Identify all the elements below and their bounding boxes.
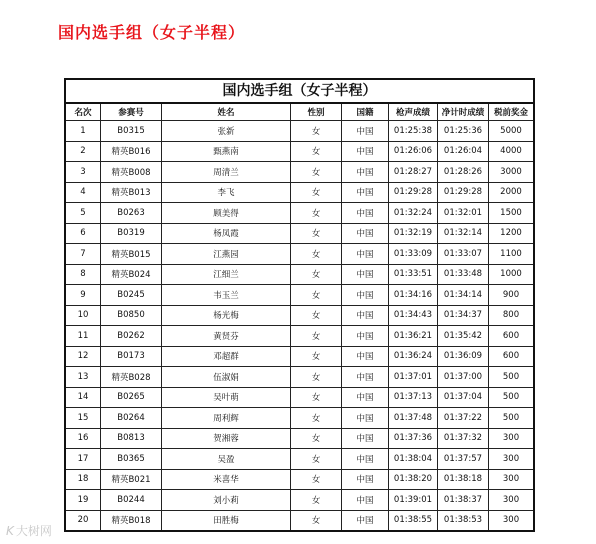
net-time-cell: 01:37:04 xyxy=(438,387,489,408)
column-header-net-time: 净计时成绩 xyxy=(438,103,489,121)
prize-cell: 3000 xyxy=(489,162,535,183)
nationality-cell: 中国 xyxy=(342,326,389,347)
gender-cell: 女 xyxy=(291,305,342,326)
nationality-cell: 中国 xyxy=(342,264,389,285)
table-row xyxy=(65,305,534,326)
gun-time-cell: 01:33:51 xyxy=(389,264,438,285)
nationality-cell: 中国 xyxy=(342,182,389,203)
rank-cell: 17 xyxy=(65,449,101,470)
gun-time-cell: 01:37:36 xyxy=(389,428,438,449)
nationality-cell: 中国 xyxy=(342,469,389,490)
name-cell: 伍淑娟 xyxy=(162,367,291,388)
rank-cell: 11 xyxy=(65,326,101,347)
table-row xyxy=(65,469,534,490)
gun-time-cell: 01:38:04 xyxy=(389,449,438,470)
rank-cell: 2 xyxy=(65,141,101,162)
prize-cell: 5000 xyxy=(489,121,535,142)
net-time-cell: 01:34:14 xyxy=(438,285,489,306)
net-time-cell: 01:32:01 xyxy=(438,203,489,224)
table-row xyxy=(65,121,534,142)
gun-time-cell: 01:26:06 xyxy=(389,141,438,162)
net-time-cell: 01:36:09 xyxy=(438,346,489,367)
page-heading: 国内选手组（女子半程） xyxy=(58,23,246,42)
prize-cell: 500 xyxy=(489,367,535,388)
bib-cell: B0263 xyxy=(101,203,162,224)
gun-time-cell: 01:28:27 xyxy=(389,162,438,183)
gender-cell: 女 xyxy=(291,203,342,224)
gender-cell: 女 xyxy=(291,326,342,347)
gender-cell: 女 xyxy=(291,490,342,511)
net-time-cell: 01:38:18 xyxy=(438,469,489,490)
nationality-cell: 中国 xyxy=(342,490,389,511)
bib-cell: B0244 xyxy=(101,490,162,511)
name-cell: 邓超群 xyxy=(162,346,291,367)
name-cell: 杨光梅 xyxy=(162,305,291,326)
gender-cell: 女 xyxy=(291,162,342,183)
gun-time-cell: 01:32:24 xyxy=(389,203,438,224)
bib-cell: 精英B028 xyxy=(101,367,162,388)
name-cell: 江燕园 xyxy=(162,244,291,265)
rank-cell: 16 xyxy=(65,428,101,449)
gun-time-cell: 01:39:01 xyxy=(389,490,438,511)
gender-cell: 女 xyxy=(291,346,342,367)
table-row xyxy=(65,141,534,162)
nationality-cell: 中国 xyxy=(342,367,389,388)
gender-cell: 女 xyxy=(291,182,342,203)
gun-time-cell: 01:38:55 xyxy=(389,510,438,531)
nationality-cell: 中国 xyxy=(342,408,389,429)
prize-cell: 600 xyxy=(489,346,535,367)
name-cell: 周利辉 xyxy=(162,408,291,429)
prize-cell: 1000 xyxy=(489,264,535,285)
column-header-bib: 参赛号 xyxy=(101,103,162,121)
name-cell: 韦玉兰 xyxy=(162,285,291,306)
nationality-cell: 中国 xyxy=(342,305,389,326)
bib-cell: B0262 xyxy=(101,326,162,347)
prize-cell: 500 xyxy=(489,387,535,408)
net-time-cell: 01:33:07 xyxy=(438,244,489,265)
prize-cell: 2000 xyxy=(489,182,535,203)
rank-cell: 10 xyxy=(65,305,101,326)
table-row xyxy=(65,490,534,511)
nationality-cell: 中国 xyxy=(342,449,389,470)
net-time-cell: 01:37:22 xyxy=(438,408,489,429)
nationality-cell: 中国 xyxy=(342,244,389,265)
net-time-cell: 01:37:00 xyxy=(438,367,489,388)
watermark-text: 大树网 xyxy=(15,524,52,538)
table-row xyxy=(65,264,534,285)
net-time-cell: 01:34:37 xyxy=(438,305,489,326)
bib-cell: B0365 xyxy=(101,449,162,470)
prize-cell: 300 xyxy=(489,428,535,449)
net-time-cell: 01:26:04 xyxy=(438,141,489,162)
rank-cell: 15 xyxy=(65,408,101,429)
gender-cell: 女 xyxy=(291,387,342,408)
column-header-nationality: 国籍 xyxy=(342,103,389,121)
results-table xyxy=(64,78,535,532)
table-row xyxy=(65,387,534,408)
rank-cell: 19 xyxy=(65,490,101,511)
gender-cell: 女 xyxy=(291,244,342,265)
gun-time-cell: 01:29:28 xyxy=(389,182,438,203)
rank-cell: 20 xyxy=(65,510,101,531)
table-row xyxy=(65,203,534,224)
nationality-cell: 中国 xyxy=(342,428,389,449)
name-cell: 黄贤芬 xyxy=(162,326,291,347)
prize-cell: 1200 xyxy=(489,223,535,244)
net-time-cell: 01:38:37 xyxy=(438,490,489,511)
gun-time-cell: 01:34:16 xyxy=(389,285,438,306)
net-time-cell: 01:32:14 xyxy=(438,223,489,244)
gun-time-cell: 01:32:19 xyxy=(389,223,438,244)
name-cell: 贺湘蓉 xyxy=(162,428,291,449)
gun-time-cell: 01:33:09 xyxy=(389,244,438,265)
prize-cell: 300 xyxy=(489,490,535,511)
gender-cell: 女 xyxy=(291,223,342,244)
prize-cell: 1500 xyxy=(489,203,535,224)
nationality-cell: 中国 xyxy=(342,346,389,367)
table-row xyxy=(65,408,534,429)
gun-time-cell: 01:25:38 xyxy=(389,121,438,142)
rank-cell: 1 xyxy=(65,121,101,142)
rank-cell: 7 xyxy=(65,244,101,265)
gun-time-cell: 01:37:01 xyxy=(389,367,438,388)
bib-cell: 精英B021 xyxy=(101,469,162,490)
nationality-cell: 中国 xyxy=(342,387,389,408)
nationality-cell: 中国 xyxy=(342,510,389,531)
bib-cell: B0813 xyxy=(101,428,162,449)
prize-cell: 4000 xyxy=(489,141,535,162)
table-row xyxy=(65,223,534,244)
name-cell: 顾美得 xyxy=(162,203,291,224)
table-body xyxy=(65,121,534,532)
name-cell: 吴叶萌 xyxy=(162,387,291,408)
rank-cell: 9 xyxy=(65,285,101,306)
net-time-cell: 01:37:57 xyxy=(438,449,489,470)
gender-cell: 女 xyxy=(291,121,342,142)
rank-cell: 18 xyxy=(65,469,101,490)
table-row xyxy=(65,326,534,347)
prize-cell: 300 xyxy=(489,510,535,531)
table-row xyxy=(65,162,534,183)
table-row xyxy=(65,244,534,265)
net-time-cell: 01:38:53 xyxy=(438,510,489,531)
prize-cell: 900 xyxy=(489,285,535,306)
bib-cell: B0264 xyxy=(101,408,162,429)
name-cell: 李飞 xyxy=(162,182,291,203)
table-header-row xyxy=(65,103,534,121)
watermark xyxy=(6,522,52,539)
nationality-cell: 中国 xyxy=(342,141,389,162)
table-title: 国内选手组（女子半程） xyxy=(64,78,535,102)
gender-cell: 女 xyxy=(291,264,342,285)
bib-cell: B0265 xyxy=(101,387,162,408)
gender-cell: 女 xyxy=(291,469,342,490)
bib-cell: B0850 xyxy=(101,305,162,326)
prize-cell: 300 xyxy=(489,469,535,490)
nationality-cell: 中国 xyxy=(342,285,389,306)
name-cell: 米喜华 xyxy=(162,469,291,490)
rank-cell: 12 xyxy=(65,346,101,367)
name-cell: 江细兰 xyxy=(162,264,291,285)
prize-cell: 1100 xyxy=(489,244,535,265)
gender-cell: 女 xyxy=(291,141,342,162)
rank-cell: 5 xyxy=(65,203,101,224)
table-row xyxy=(65,428,534,449)
nationality-cell: 中国 xyxy=(342,223,389,244)
nationality-cell: 中国 xyxy=(342,162,389,183)
gun-time-cell: 01:38:20 xyxy=(389,469,438,490)
gun-time-cell: 01:34:43 xyxy=(389,305,438,326)
gender-cell: 女 xyxy=(291,510,342,531)
column-header-rank: 名次 xyxy=(65,103,101,121)
bib-cell: 精英B024 xyxy=(101,264,162,285)
bib-cell: 精英B018 xyxy=(101,510,162,531)
gender-cell: 女 xyxy=(291,428,342,449)
rank-cell: 4 xyxy=(65,182,101,203)
rank-cell: 13 xyxy=(65,367,101,388)
name-cell: 周清兰 xyxy=(162,162,291,183)
net-time-cell: 01:29:28 xyxy=(438,182,489,203)
gender-cell: 女 xyxy=(291,449,342,470)
name-cell: 刘小莉 xyxy=(162,490,291,511)
bib-cell: B0245 xyxy=(101,285,162,306)
table-row xyxy=(65,182,534,203)
gender-cell: 女 xyxy=(291,285,342,306)
gender-cell: 女 xyxy=(291,367,342,388)
gun-time-cell: 01:37:13 xyxy=(389,387,438,408)
name-cell: 田胜梅 xyxy=(162,510,291,531)
nationality-cell: 中国 xyxy=(342,203,389,224)
column-header-gender: 性别 xyxy=(291,103,342,121)
table-row xyxy=(65,510,534,531)
net-time-cell: 01:25:36 xyxy=(438,121,489,142)
table-row xyxy=(65,346,534,367)
nationality-cell: 中国 xyxy=(342,121,389,142)
watermark-logo: K xyxy=(6,524,14,538)
prize-cell: 600 xyxy=(489,326,535,347)
rank-cell: 3 xyxy=(65,162,101,183)
prize-cell: 500 xyxy=(489,408,535,429)
name-cell: 杨凤霞 xyxy=(162,223,291,244)
gun-time-cell: 01:37:48 xyxy=(389,408,438,429)
table-row xyxy=(65,367,534,388)
name-cell: 甄燕南 xyxy=(162,141,291,162)
table-row xyxy=(65,449,534,470)
bib-cell: 精英B013 xyxy=(101,182,162,203)
table-row xyxy=(65,285,534,306)
name-cell: 吴盈 xyxy=(162,449,291,470)
bib-cell: 精英B015 xyxy=(101,244,162,265)
net-time-cell: 01:37:32 xyxy=(438,428,489,449)
gender-cell: 女 xyxy=(291,408,342,429)
column-header-name: 姓名 xyxy=(162,103,291,121)
gun-time-cell: 01:36:24 xyxy=(389,346,438,367)
bib-cell: 精英B008 xyxy=(101,162,162,183)
net-time-cell: 01:35:42 xyxy=(438,326,489,347)
column-header-prize: 税前奖金 xyxy=(489,103,535,121)
prize-cell: 800 xyxy=(489,305,535,326)
rank-cell: 6 xyxy=(65,223,101,244)
net-time-cell: 01:28:26 xyxy=(438,162,489,183)
rank-cell: 8 xyxy=(65,264,101,285)
bib-cell: B0173 xyxy=(101,346,162,367)
prize-cell: 300 xyxy=(489,449,535,470)
gun-time-cell: 01:36:21 xyxy=(389,326,438,347)
column-header-gun-time: 枪声成绩 xyxy=(389,103,438,121)
rank-cell: 14 xyxy=(65,387,101,408)
name-cell: 张新 xyxy=(162,121,291,142)
bib-cell: B0319 xyxy=(101,223,162,244)
bib-cell: 精英B016 xyxy=(101,141,162,162)
net-time-cell: 01:33:48 xyxy=(438,264,489,285)
bib-cell: B0315 xyxy=(101,121,162,142)
